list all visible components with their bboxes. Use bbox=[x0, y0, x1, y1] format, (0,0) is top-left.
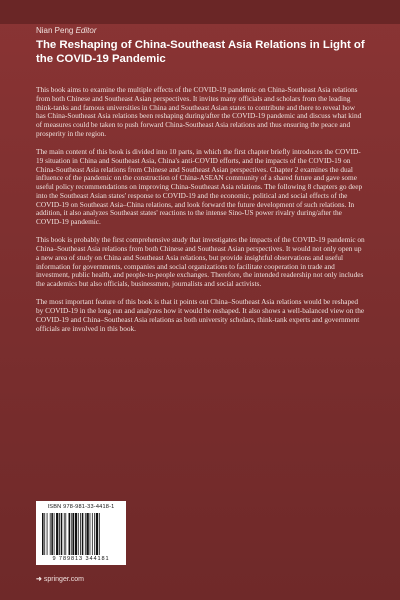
editor-name: Nian Peng bbox=[36, 26, 74, 35]
isbn-label: ISBN 978-981-33-4418-1 bbox=[47, 504, 115, 510]
isbn-barcode bbox=[36, 501, 126, 565]
barcode-bars bbox=[42, 513, 120, 555]
barcode-stripe bbox=[99, 513, 100, 555]
barcode-stripe bbox=[61, 513, 63, 555]
barcode-stripe bbox=[80, 513, 81, 555]
blurb-paragraph: The main content of this book is divided into 10 parts, in which the first chapter briefly introduces the COVID-19 situation in China and Southeast Asia, China's anti-COVID efforts, and the impacts of the COVID-19 on China-Southeast Asia relations from Chinese and Southeast Asian perspectives. Chapter 2 examines the dual influence of the pandemic on the construction of China-ASEAN community of a shared future and gave some useful policy recommendations on improving China-Southeast Asia relations. The following 8 chapters go deep into the Southeast Asian states' response to COVID-19 and the economic, political and social effects of the COVID-19 on Southeast Asia–China relations, and look forward the future development of such relations. In addition, it also analyzes Southeast states' reactions to the intense Sino-US power rivalry during/after the COVID-19 pandemic. bbox=[36, 147, 363, 226]
barcode-stripe bbox=[64, 513, 65, 555]
barcode-stripe bbox=[44, 513, 45, 555]
barcode-stripe bbox=[75, 513, 77, 555]
barcode-stripe bbox=[85, 513, 86, 555]
barcode-stripe bbox=[72, 513, 74, 555]
barcode-stripe bbox=[51, 513, 53, 555]
barcode-stripe bbox=[71, 513, 72, 555]
blurb-paragraph: This book aims to examine the multiple effects of the COVID-19 pandemic on China-Southeast Asia relations from both Chinese and Southeast Asian perspectives. It invites many officials and scholars from the leading think-tanks and famous universities in China and Southeast Asian states to contribute and there to reveal how has China-Southeast Asia relations been reshaping during/after the COVID-19 pandemic and discuss what kind of measures could be taken to push forward China-Southeast Asia relations and thus ensuring the peace and prosperity in the region. bbox=[36, 85, 362, 138]
barcode-digits: 9 789813 344181 bbox=[52, 556, 110, 562]
blurb bbox=[36, 86, 366, 343]
barcode-stripe bbox=[65, 513, 66, 555]
blurb-paragraph: The most important feature of this book is that it points out China–Southeast Asia relations would be reshaped by COVID-19 in the long run and analyzes how it would be reshaped. It also shows a well-balanced view on the COVID-19 and China–Southeast Asia relations as both university scholars, think-tank experts and government officials are involved in this book. bbox=[36, 297, 365, 333]
barcode-stripe bbox=[50, 513, 51, 555]
blurb-paragraph: This book is probably the first comprehensive study that investigates the impacts of the COVID-19 pandemic on China–Southeast Asia relations from both Chinese and Southeast Asian perspectives. It would not only open up a new area of study on China and Southeast Asia relations, but provide insightful observations and useful information for governments, companies and social organizations to facilitate cooperation in trade and investment, public health, and people-to-people exchanges. Therefore, the intended readership not only includes the academics but also officials, businessmen, journalists and social activists. bbox=[36, 235, 365, 288]
publisher-link[interactable] bbox=[36, 575, 84, 583]
editor-line bbox=[36, 26, 97, 35]
arrow-right-icon: ➜ bbox=[36, 576, 42, 583]
book-title: The Reshaping of China-Southeast Asia Relations in Light of the COVID-19 Pandemic bbox=[36, 39, 365, 65]
barcode-stripe bbox=[78, 513, 79, 555]
barcode-stripe bbox=[59, 513, 60, 555]
barcode-stripe bbox=[54, 513, 55, 555]
barcode-stripe bbox=[82, 513, 84, 555]
barcode-stripe bbox=[96, 513, 98, 555]
barcode-stripe bbox=[69, 513, 71, 555]
barcode-stripe bbox=[94, 513, 95, 555]
barcode-stripe bbox=[56, 513, 58, 555]
editor-role: Editor bbox=[75, 26, 97, 35]
barcode-stripe bbox=[42, 513, 44, 555]
publisher-url: springer.com bbox=[43, 576, 84, 583]
barcode-stripe bbox=[47, 513, 48, 555]
barcode-stripe bbox=[92, 513, 93, 555]
top-color-band bbox=[0, 0, 400, 24]
barcode-stripe bbox=[86, 513, 88, 555]
barcode-stripe bbox=[90, 513, 91, 555]
